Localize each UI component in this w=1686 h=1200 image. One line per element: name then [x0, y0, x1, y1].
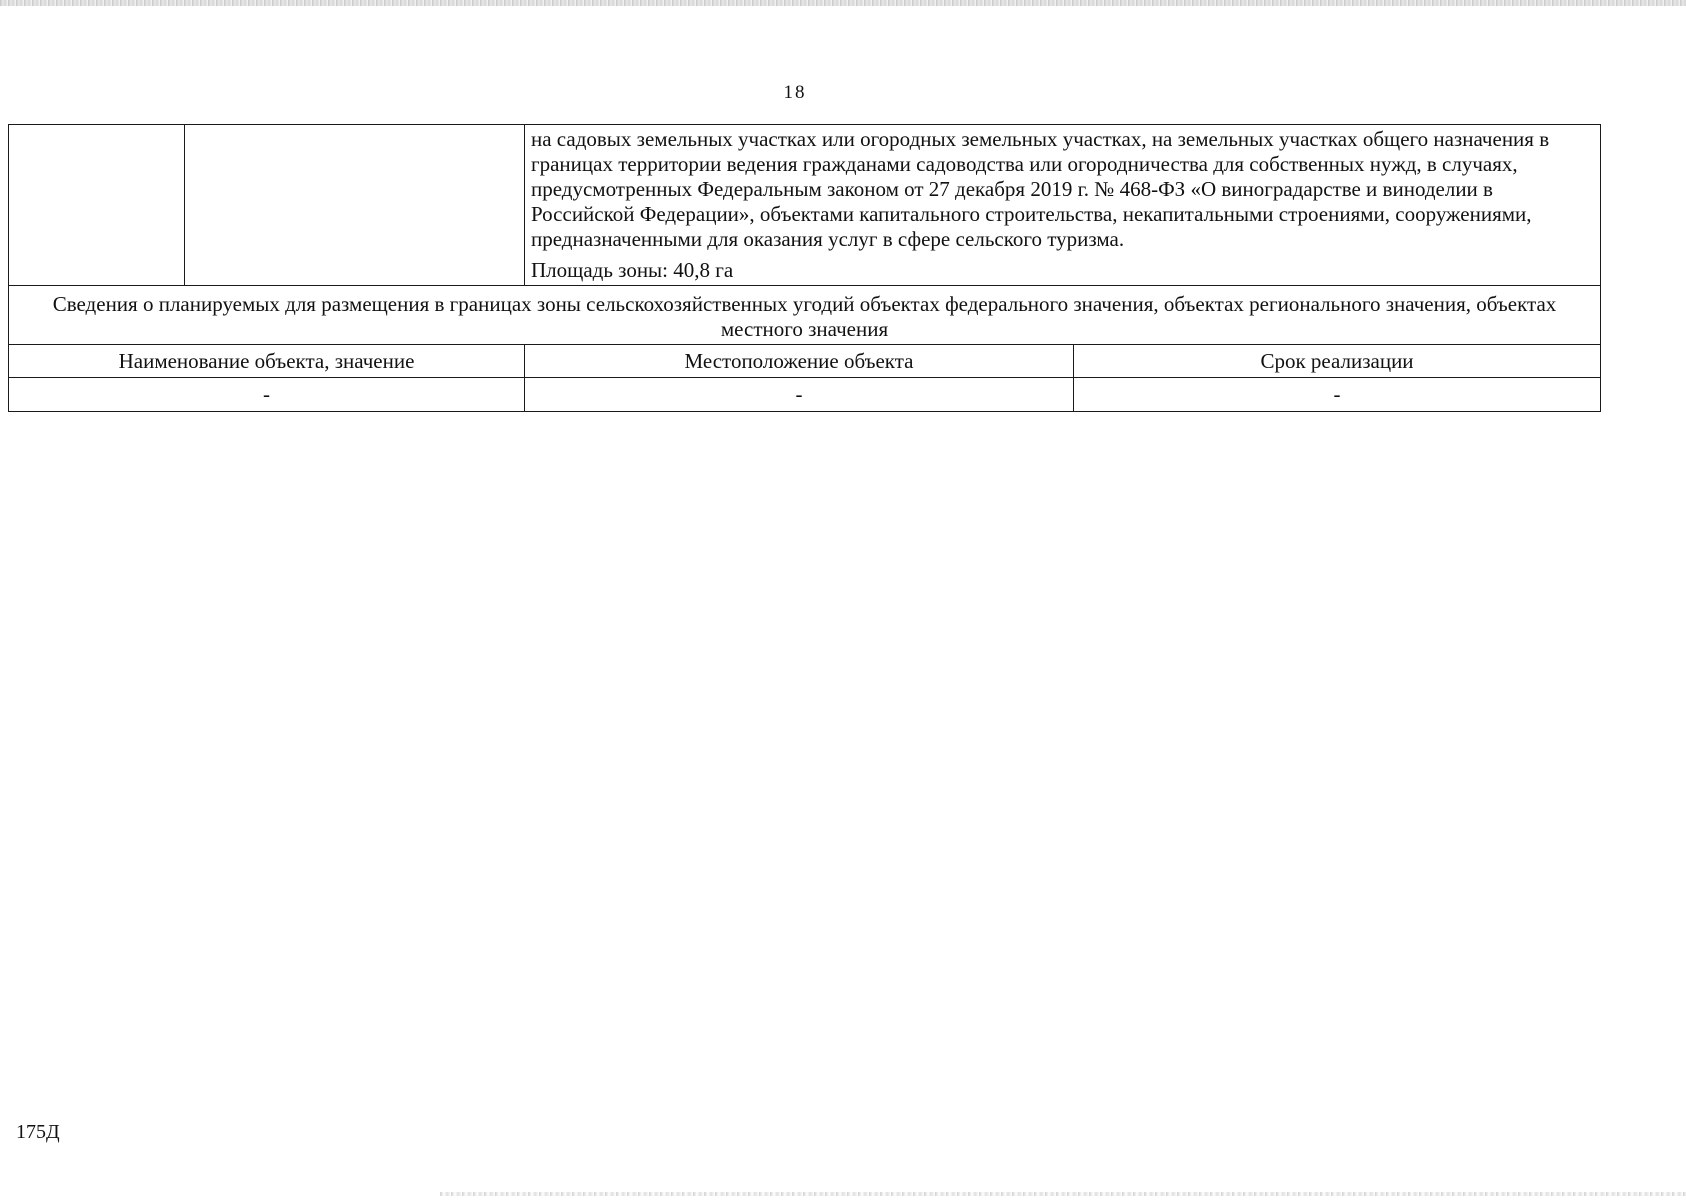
row-cell-term: -: [1074, 378, 1601, 412]
zone-description-cell: [525, 125, 1601, 286]
empty-cell-2: [185, 125, 525, 286]
zone-description: на садовых земельных участках или огородных земельных участках, на земельных участках общего назначения в границах территории ведения гражданами садоводства или огородничества для собственных нужд, в случаях, предусмотренных Федеральным законом от 27 декабря 2019 г. № 468-ФЗ «О виноградарстве и виноделии в Российской Федерации», объектами капитального строительства, некапитальными строениями, сооружениями, предназначенными для оказания услуг в сфере сельского туризма.: [531, 127, 1550, 251]
section-title: Сведения о планируемых для размещения в границах зоны сельскохозяйственных угодий объектах федерального значения, объектах регионального значения, объектах местного значения: [9, 286, 1601, 345]
column-header-term: Срок реализации: [1074, 345, 1601, 378]
row-cell-location: -: [525, 378, 1074, 412]
zone-description-row: [9, 125, 1601, 286]
scan-edge-bottom: [440, 1192, 1686, 1196]
column-header-name: Наименование объекта, значение: [9, 345, 525, 378]
page-number: 18: [783, 82, 807, 103]
column-header-location: Местоположение объекта: [525, 345, 1074, 378]
scan-edge-top: [0, 0, 1686, 6]
row-cell-name: -: [9, 378, 525, 412]
zone-area: Площадь зоны: 40,8 га: [531, 258, 734, 282]
table-row: [9, 378, 1601, 412]
empty-cell-1: [9, 125, 185, 286]
zone-table: [8, 124, 1601, 412]
column-header-row: [9, 345, 1601, 378]
section-title-row: [9, 286, 1601, 345]
document-code: 175Д: [16, 1121, 60, 1143]
